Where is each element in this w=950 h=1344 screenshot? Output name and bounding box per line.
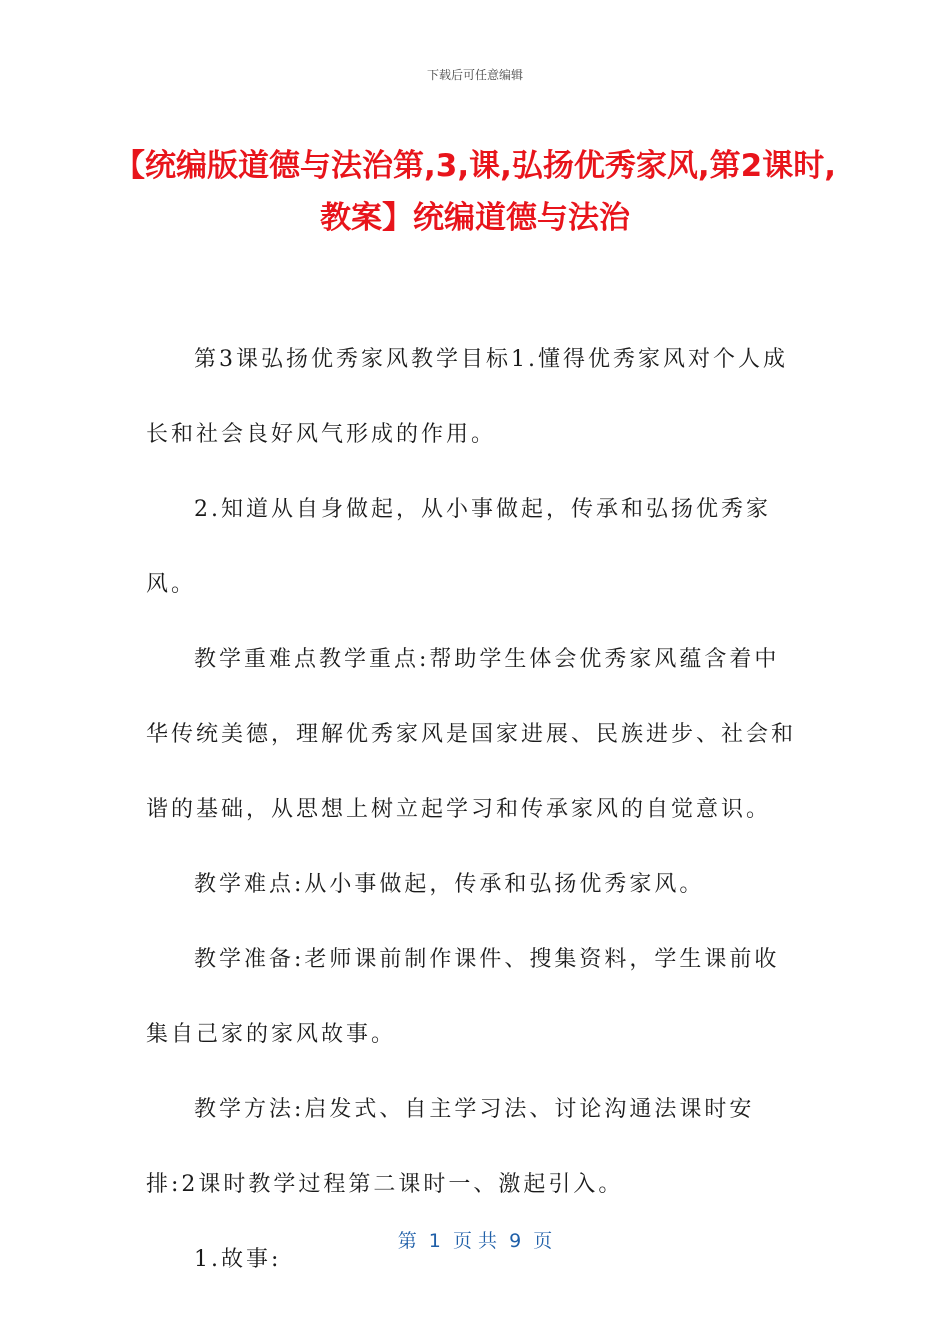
paragraph: 教学准备:老师课前制作课件、搜集资料，学生课前收集自己家的家风故事。 — [146, 947, 780, 1047]
paragraph: 教学难点:从小事做起，传承和弘扬优秀家风。 — [194, 872, 705, 897]
paragraph: 教学方法:启发式、自主学习法、讨论沟通法课时安排:2课时教学过程第二课时一、激起引入。 — [146, 1097, 755, 1197]
paragraph: 2.知道从自身做起，从小事做起，传承和弘扬优秀家风。 — [146, 497, 771, 597]
header-note: 下载后可任意编辑 — [426, 68, 523, 82]
document-title: 【统编版道德与法治第,3,课,弘扬优秀家风,第2课时,教案】统编道德与法治 — [113, 148, 837, 236]
paragraph: 教学重难点教学重点:帮助学生体会优秀家风蕴含着中华传统美德，理解优秀家风是国家进展、民族进步、社会和谐的基础，从思想上树立起学习和传承家风的自觉意识。 — [146, 647, 797, 822]
paragraph: 1.故事: — [194, 1247, 282, 1272]
page-number: 第 1 页 共 9 页 — [397, 1230, 553, 1252]
document-body — [146, 322, 804, 1297]
paragraph: 第3课弘扬优秀家风教学目标1.懂得优秀家风对个人成长和社会良好风气形成的作用。 — [146, 347, 788, 447]
